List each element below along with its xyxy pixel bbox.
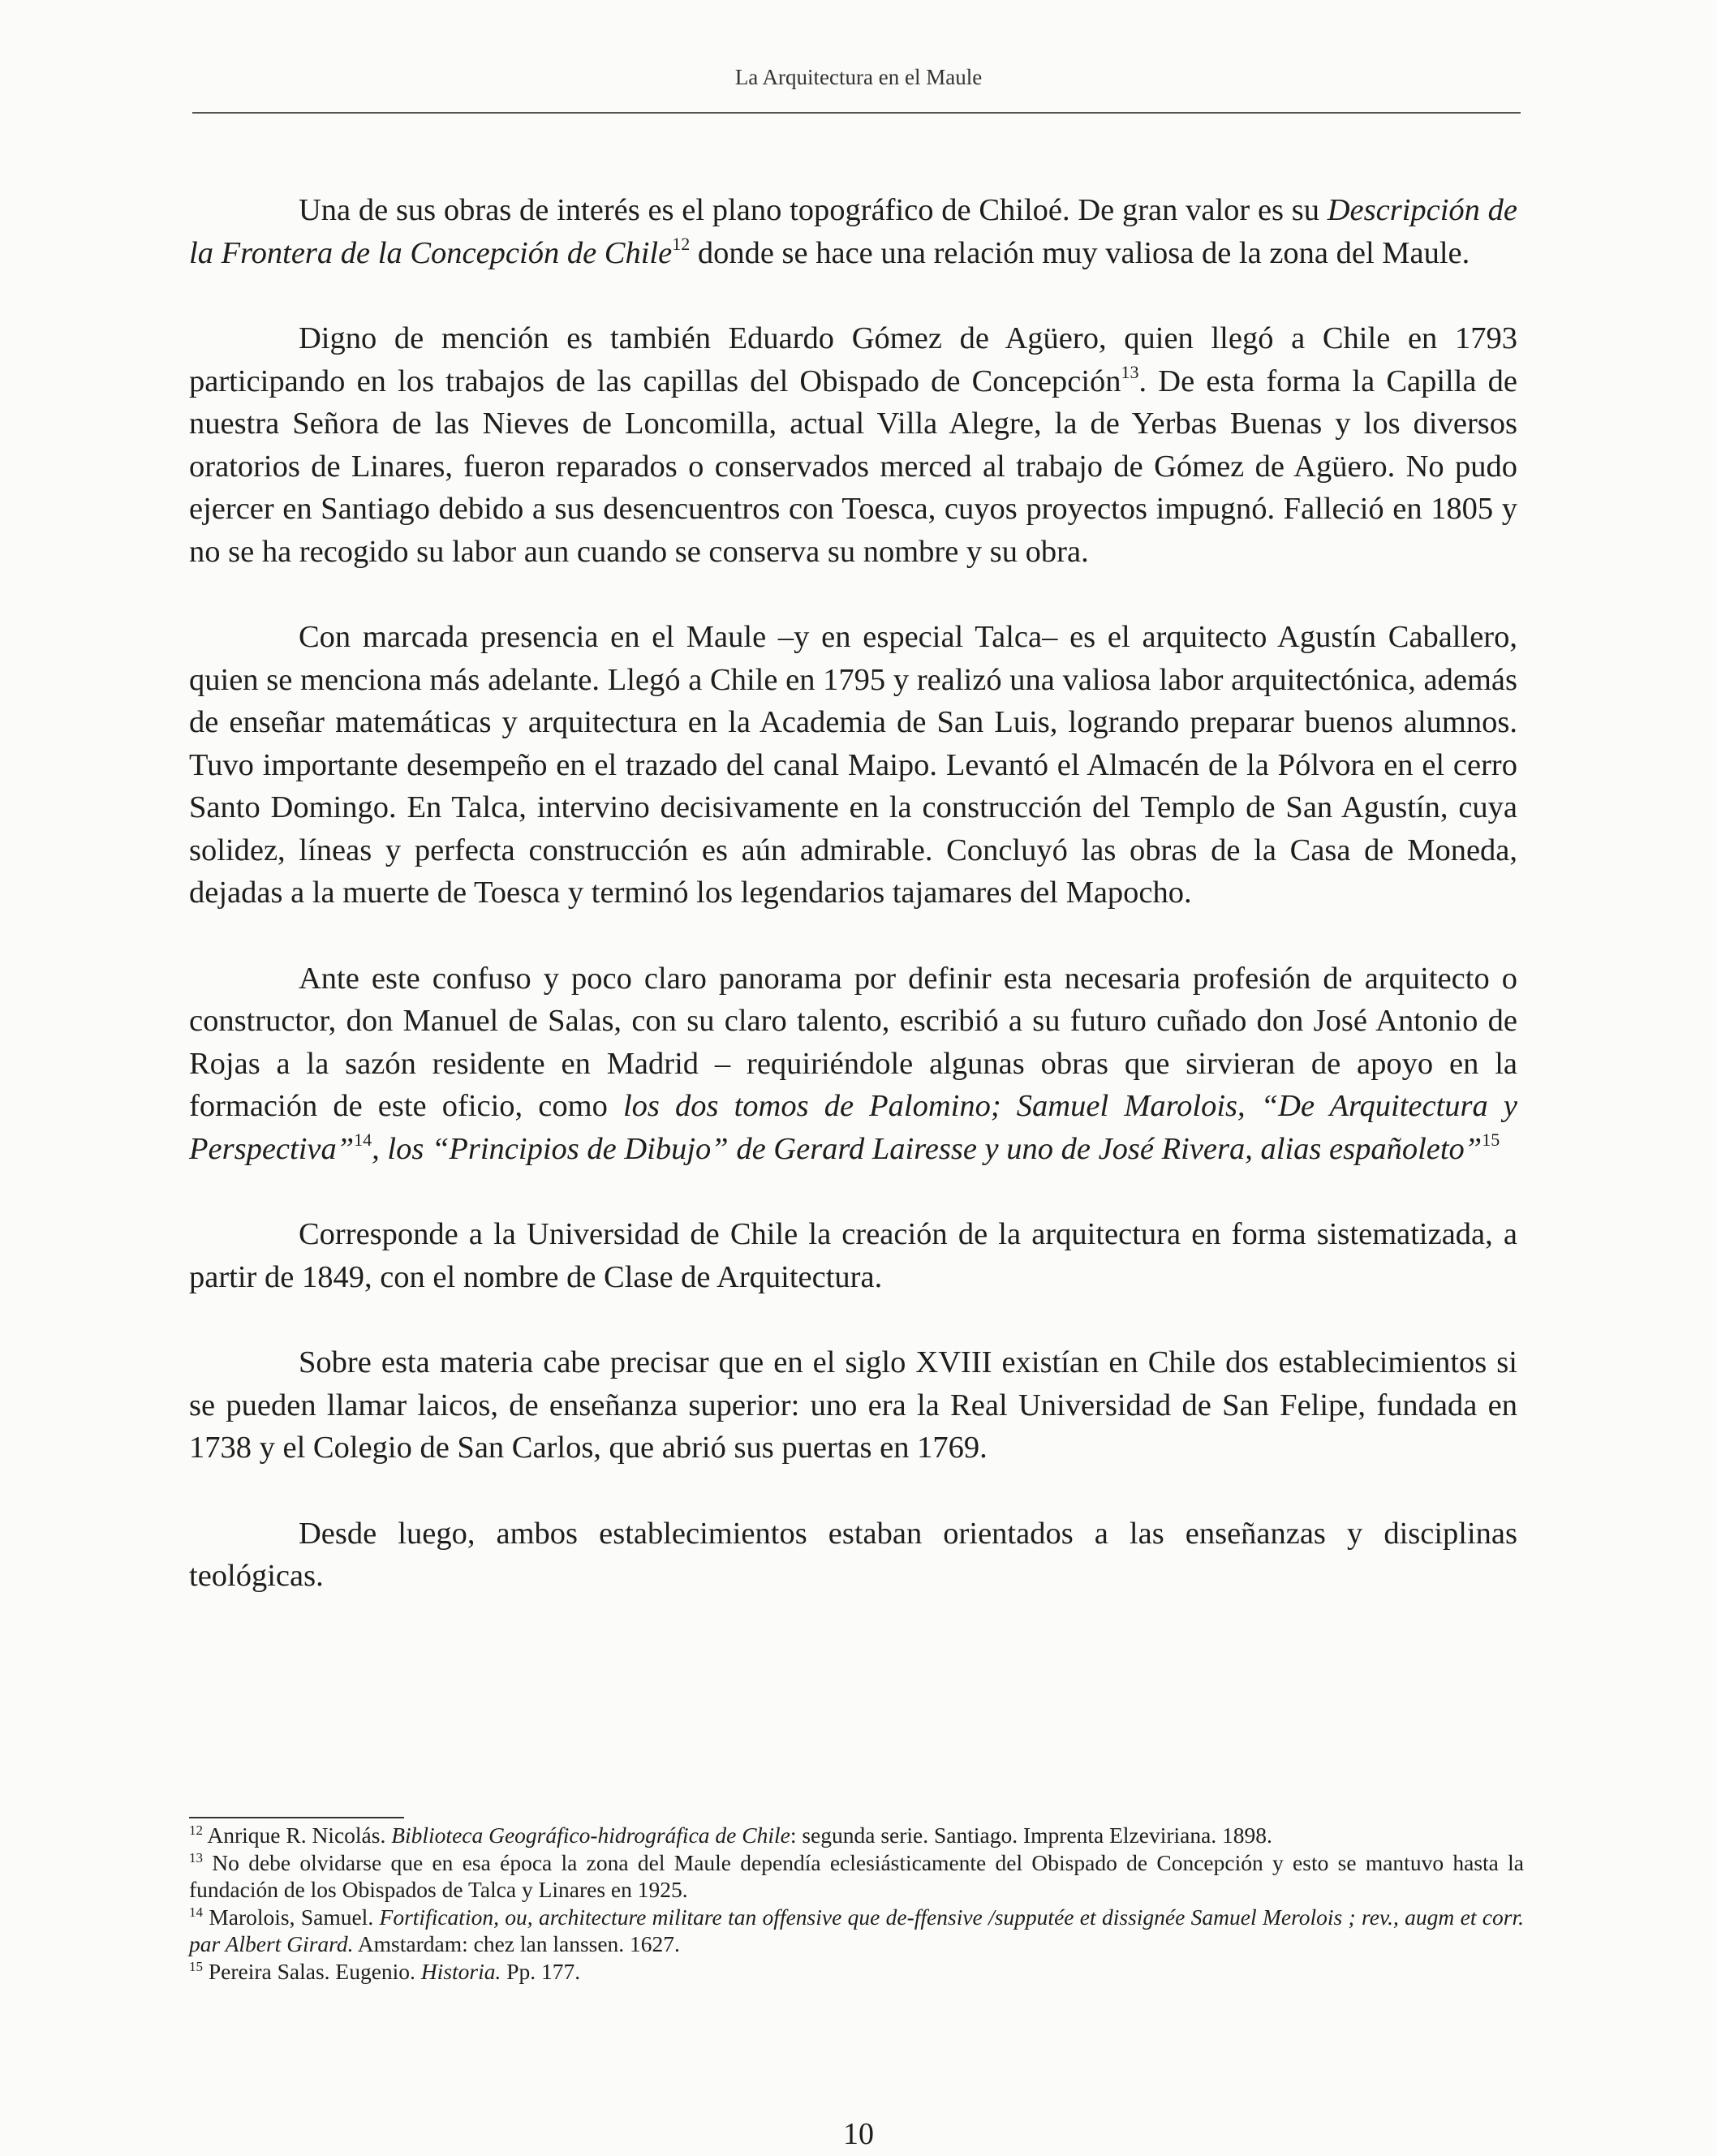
paragraph-2 xyxy=(189,317,1517,573)
footnote-number: 13 xyxy=(189,1849,203,1866)
body-text xyxy=(189,189,1517,1641)
footnote-text: Pp. 177. xyxy=(501,1958,581,1984)
paragraph-text: donde se hace una relación muy valiosa de la zona del Maule. xyxy=(690,235,1470,270)
paragraph-4 xyxy=(189,958,1517,1171)
footnote-text: : segunda serie. Santiago. Imprenta Elzeviriana. 1898. xyxy=(790,1822,1272,1848)
footnote-ref: 14 xyxy=(354,1129,372,1150)
paragraph-text: Ante este confuso y poco claro panorama por definir esta necesaria profesión de arquitecto o constructor, don Manuel de Salas, con su claro talento, escribió a su futuro cuñado don José Antonio de Rojas a la sazón residente en Madrid – requiriéndole algunas obras que sirvieran de apoyo en la formación de este oficio, como xyxy=(189,961,1517,1123)
footnote-text: Pereira Salas. Eugenio. xyxy=(203,1958,421,1984)
italic-quote: los dos tomos de Palomino; Samuel Marolois, “De Arquitectura y Perspectiva” xyxy=(189,1089,1517,1166)
footnote-italic: Fortification, ou, architecture militare tan offensive que de-ffensive /supputée et dissignée Samuel Merolois ; rev., augm et corr. par Albert Girard. xyxy=(189,1904,1524,1957)
paragraph-7: Desde luego, ambos establecimientos estaban orientados a las enseñanzas y disciplinas teológicas. xyxy=(189,1516,1517,1593)
footnote-15 xyxy=(189,1958,1524,1986)
paragraph-text: Una de sus obras de interés es el plano topográfico de Chiloé. De gran valor es su xyxy=(299,193,1328,227)
footnote-number: 14 xyxy=(189,1904,203,1920)
footnote-number: 12 xyxy=(189,1822,203,1838)
footnote-text: Amstardam: chez lan lanssen. 1627. xyxy=(353,1931,680,1957)
footnote-text: No debe olvidarse que en esa época la zona del Maule dependía eclesiásticamente del Obispado de Concepción y esto se mantuvo hasta la fundación de los Obispados de Talca y Linares en 1925. xyxy=(189,1849,1524,1903)
paragraph-3: Con marcada presencia en el Maule –y en especial Talca– es el arquitecto Agustín Caballero, quien se menciona más adelante. Llegó a Chile en 1795 y realizó una valiosa labor arquitectónica, además de enseñar matemáticas y arquitectura en la Academia de San Luis, logrando preparar buenos alumnos. Tuvo importante desempeño en el trazado del canal Maipo. Levantó el Almacén de la Pólvora en el cerro Santo Domingo. En Talca, intervino decisivamente en la construcción del Templo de San Agustín, cuya solidez, líneas y perfecta construcción es aún admirable. Concluyó las obras de la Casa de Moneda, dejadas a la muerte de Toesca y terminó los legendarios tajamares del Mapocho. xyxy=(189,620,1517,910)
footnote-ref: 15 xyxy=(1482,1129,1500,1150)
header-rule xyxy=(192,112,1521,114)
footnote-text: Marolois, Samuel. xyxy=(203,1904,380,1930)
paragraph-5: Corresponde a la Universidad de Chile la creación de la arquitectura en forma sistematizada, a partir de 1849, con el nombre de Clase de Arquitectura. xyxy=(189,1217,1517,1294)
footnote-13 xyxy=(189,1849,1524,1904)
footnote-ref: 13 xyxy=(1121,361,1139,382)
italic-title: Descripción de la Frontera de la Concepción de Chile xyxy=(189,193,1518,270)
footnote-number: 15 xyxy=(189,1958,203,1974)
footnote-text: Anrique R. Nicolás. xyxy=(203,1822,392,1848)
paragraph-text: . De esta forma la Capilla de nuestra Señora de las Nieves de Loncomilla, actual Villa Alegre, la de Yerbas Buenas y los diversos oratorios de Linares, fueron reparados o conservados merced al trabajo de Gómez de Agüero. No pudo ejercer en Santiago debido a sus desencuentros con Toesca, cuyos proyectos impugnó. Falleció en 1805 y no se ha recogido su labor aun cuando se conserva su nombre y su obra. xyxy=(189,364,1518,569)
page-number: 10 xyxy=(843,2117,874,2151)
footnote-ref: 12 xyxy=(672,233,691,254)
footnotes xyxy=(189,1822,1524,1986)
footnote-italic: Biblioteca Geográfico-hidrográfica de Chile xyxy=(391,1822,790,1848)
paragraph-1 xyxy=(189,189,1517,274)
italic-quote: , los “Principios de Dibujo” de Gerard Lairesse y uno de José Rivera, alias españoleto” xyxy=(372,1131,1482,1166)
running-header: La Arquitectura en el Maule xyxy=(734,65,983,89)
footnote-separator xyxy=(189,1817,404,1818)
paragraph-text: Digno de mención es también Eduardo Gómez de Agüero, quien llegó a Chile en 1793 participando en los trabajos de las capillas del Obispado de Concepción xyxy=(189,321,1517,398)
footnote-italic: Historia. xyxy=(420,1958,501,1984)
paragraph-6: Sobre esta materia cabe precisar que en el siglo XVIII existían en Chile dos establecimientos si se pueden llamar laicos, de enseñanza superior: uno era la Real Universidad de San Felipe, fundada en 1738 y el Colegio de San Carlos, que abrió sus puertas en 1769. xyxy=(189,1345,1517,1465)
footnote-14 xyxy=(189,1904,1524,1958)
footnote-12 xyxy=(189,1822,1524,1849)
